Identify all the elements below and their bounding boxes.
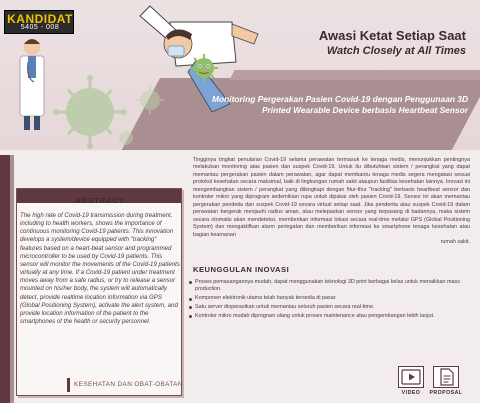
play-icon <box>399 367 423 387</box>
innovation-title <box>168 94 468 116</box>
list-item: Komponen elektronik utama telah banyak tersedia di pasar. <box>189 295 471 302</box>
left-accent-stripe <box>0 155 10 403</box>
description-paragraph: Tingginya tingkat penularan Covid-19 selama perawatan termasuk ke tenaga medis, menunjukkan pentingnya melakukan monitoring atas pasien dan suspek Covid-19. Untuk itu dibutuhkan sistem / perangkat yang dapat memantau pergerakan pasien dalam perawatan, agar dapat membantu tenaga medis segera mengatasi sesuai protokol kesehatan secara maksimal, baik di lingkungan rumah sakit ataupun fasilitas kesehatan lainnya. Inovasi ini mengembangkan sistem / perangkat yang dilengkapi dengan fitur-fitur "tracking" berbasis heartbeat sensor dan kontroler mikro yang diprogram sedemikian rupa untuk dipakai oleh pasien Covid-19. Sensor ini akan memantau pergerakan pendeita dan suspek Covid-19 secara virtual setiap saat. Jika penderita atau suspek Covid-19 dalam perawatan bergerak menjauhi radius aman, atau melepaskan sensor yang terpasang di badannya, maka sistem secara otomatis akan mendeteksi, memberikan informasi lokasi secara real-time melalui GPS (Global Positioning System) dan mengaktifkan alarm peringatan dan memberikan informasi ke smartphone tenaga kesehatan atau bagian keamanan <box>193 157 470 238</box>
badge-code: 5405 - 008 <box>20 24 60 31</box>
candidate-badge <box>4 10 74 34</box>
doctor-illustration <box>20 39 44 130</box>
headline: Awasi Ketat Setiap Saat <box>318 28 466 43</box>
video-button[interactable] <box>398 366 424 388</box>
left-accent-stripe-light <box>10 155 14 403</box>
innovation-title-line-1: Monitoring Pergerakan Pasien Covid-19 dengan Penggunaan 3D <box>212 94 468 104</box>
video-label[interactable]: VIDEO <box>401 390 421 396</box>
headline-block <box>319 28 466 57</box>
innovation-title-line-2: Printed Wearable Device berbasis Heartbeat Sensor <box>261 105 468 115</box>
description-text <box>193 157 470 246</box>
virus-illustration-large <box>53 75 127 149</box>
category-label: KESEHATAN DAN OBAT-OBATAN <box>74 381 183 388</box>
abstract-text: The high rate of Covid-19 transmission during treatment, including to health workers, shows the importance of continuous monitoring Covid-19 patients. This innovation develops a system/device equipped with "tracking" features based on a heart-beat sensor and programmed microcontroller to be used by Covid-19 patients. This sensor will monitor the movements of the Covid-19 patients virtually at any time. If a Covid-19 patient under treatment moves away from a safe radius, or try to release a sensor mounted on his/her body, the system will automatically detect, provide realtime location information via GPS (Global Positioning System), activate the alert system, and provide location information of the patient to the smartphones of the health or security personnel. <box>20 212 180 326</box>
footer-divider <box>67 378 70 392</box>
advantages-title: KEUNGGULAN INOVASI <box>193 265 290 274</box>
subheadline: Watch Closely at All Times <box>326 45 466 57</box>
list-item: Proses pemasangannya mudah, dapat menggunakan teknologi 3D print berbagai kelas untuk menaikkan mass production. <box>189 279 471 294</box>
list-item: Kontroler mikro mudah diprogram ulang untuk proses maintenance atau pengembangan lebih lanjut. <box>189 313 471 320</box>
document-icon <box>434 367 458 387</box>
proposal-button[interactable] <box>433 366 459 388</box>
proposal-label[interactable]: PROPOSAL <box>429 390 463 396</box>
advantages-list <box>189 279 471 322</box>
description-closing: rumah sakit. <box>440 238 470 245</box>
abstract-title: ABSTRACT <box>75 196 125 205</box>
list-item: Satu server dioperasikan untuk memantau seluruh pasien secara real-time. <box>189 304 471 311</box>
badge-title: KANDIDAT <box>7 12 73 26</box>
